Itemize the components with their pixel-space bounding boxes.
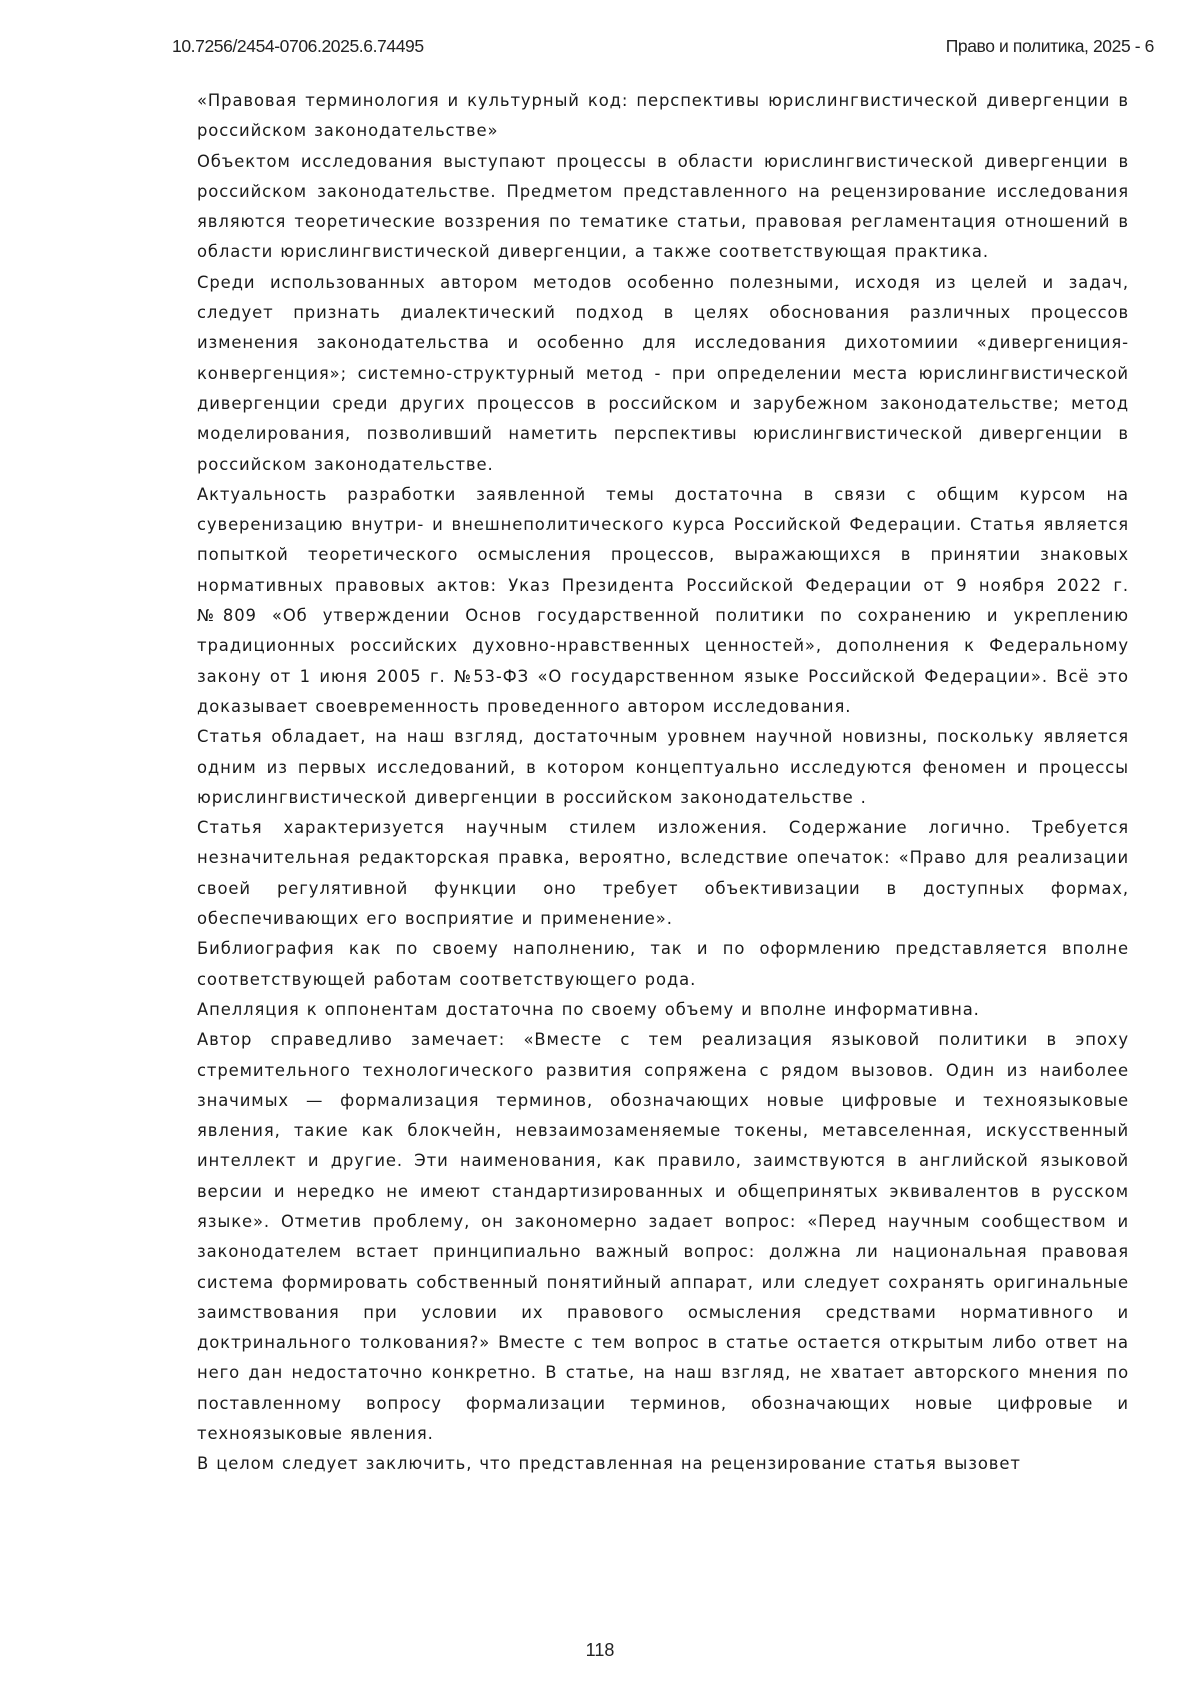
paragraph-style: Статья характеризуется научным стилем изложения. Содержание логично. Требуется незначительная редакторская правка, вероятно, вследствие опечаток: «Право для реализации своей регулятивной функции оно требует объективизации в доступных формах, обеспечивающих его восприятие и применение». — [197, 813, 1129, 934]
article-body — [197, 86, 1129, 1480]
paragraph-bibliography: Библиография как по своему наполнению, так и по оформлению представляется вполне соответствующей работам соответствующего рода. — [197, 934, 1129, 995]
paragraph-object: Объектом исследования выступают процессы в области юрислингвистической дивергенции в российском законодательстве. Предметом представленного на рецензирование исследования являются теоретические воззрения по тематике статьи, правовая регламентация отношений в области юрислингвистической дивергенции, а также соответствующая практика. — [197, 147, 1129, 268]
page-header — [172, 36, 1154, 60]
paragraph-title: «Правовая терминология и культурный код: перспективы юрислингвистической дивергенции в российском законодательстве» — [197, 86, 1129, 147]
doi-text: 10.7256/2454-0706.2025.6.74495 — [172, 36, 424, 57]
paragraph-methods: Среди использованных автором методов особенно полезными, исходя из целей и задач, следует признать диалектический подход в целях обоснования различных процессов изменения законодательства и особенно для исследования дихотомиии «дивергениция-конвергенция»; системно-структурный метод - при определении места юрислингвистической дивергенции среди других процессов в российском и зарубежном законодательстве; метод моделирования, позволивший наметить перспективы юрислингвистической дивергенции в российском законодательстве. — [197, 268, 1129, 480]
journal-issue: Право и политика, 2025 - 6 — [946, 36, 1154, 57]
paragraph-conclusion: В целом следует заключить, что представленная на рецензирование статья вызовет — [197, 1449, 1129, 1479]
paragraph-relevance: Актуальность разработки заявленной темы достаточна в связи с общим курсом на суверенизацию внутри- и внешнеполитического курса Российской Федерации. Статья является попыткой теоретического осмысления процессов, выражающихся в принятии знаковых нормативных правовых актов: Указ Президента Российской Федерации от 9 ноября 2022 г. №809 «Об утверждении Основ государственной политики по сохранению и укреплению традиционных российских духовно-нравственных ценностей», дополнения к Федеральному закону от 1 июня 2005 г. №53-ФЗ «О государственном языке Российской Федерации». Всё это доказывает своевременность проведенного автором исследования. — [197, 480, 1129, 722]
paragraph-novelty: Статья обладает, на наш взгляд, достаточным уровнем научной новизны, поскольку является одним из первых исследований, в котором концептуально исследуются феномен и процессы юрислингвистической дивергенции в российском законодательстве . — [197, 722, 1129, 813]
page-number: 118 — [0, 1640, 1200, 1661]
paragraph-appeal: Апелляция к оппонентам достаточна по своему объему и вполне информативна. — [197, 995, 1129, 1025]
paragraph-author-quote: Автор справедливо замечает: «Вместе с тем реализация языковой политики в эпоху стремительного технологического развития сопряжена с рядом вызовов. Один из наиболее значимых — формализация терминов, обозначающих новые цифровые и техноязыковые явления, такие как блокчейн, невзаимозаменяемые токены, метавселенная, искусственный интеллект и другие. Эти наименования, как правило, заимствуются в английской языковой версии и нередко не имеют стандартизированных и общепринятых эквивалентов в русском языке». Отметив проблему, он закономерно задает вопрос: «Перед научным сообществом и законодателем встает принципиально важный вопрос: должна ли национальная правовая система формировать собственный понятийный аппарат, или следует сохранять оригинальные заимствования при условии их правового осмысления средствами нормативного и доктринального толкования?» Вместе с тем вопрос в статье остается открытым либо ответ на него дан недостаточно конкретно. В статье, на наш взгляд, не хватает авторского мнения по поставленному вопросу формализации терминов, обозначающих новые цифровые и техноязыковые явления. — [197, 1025, 1129, 1449]
document-page — [0, 0, 1200, 1698]
